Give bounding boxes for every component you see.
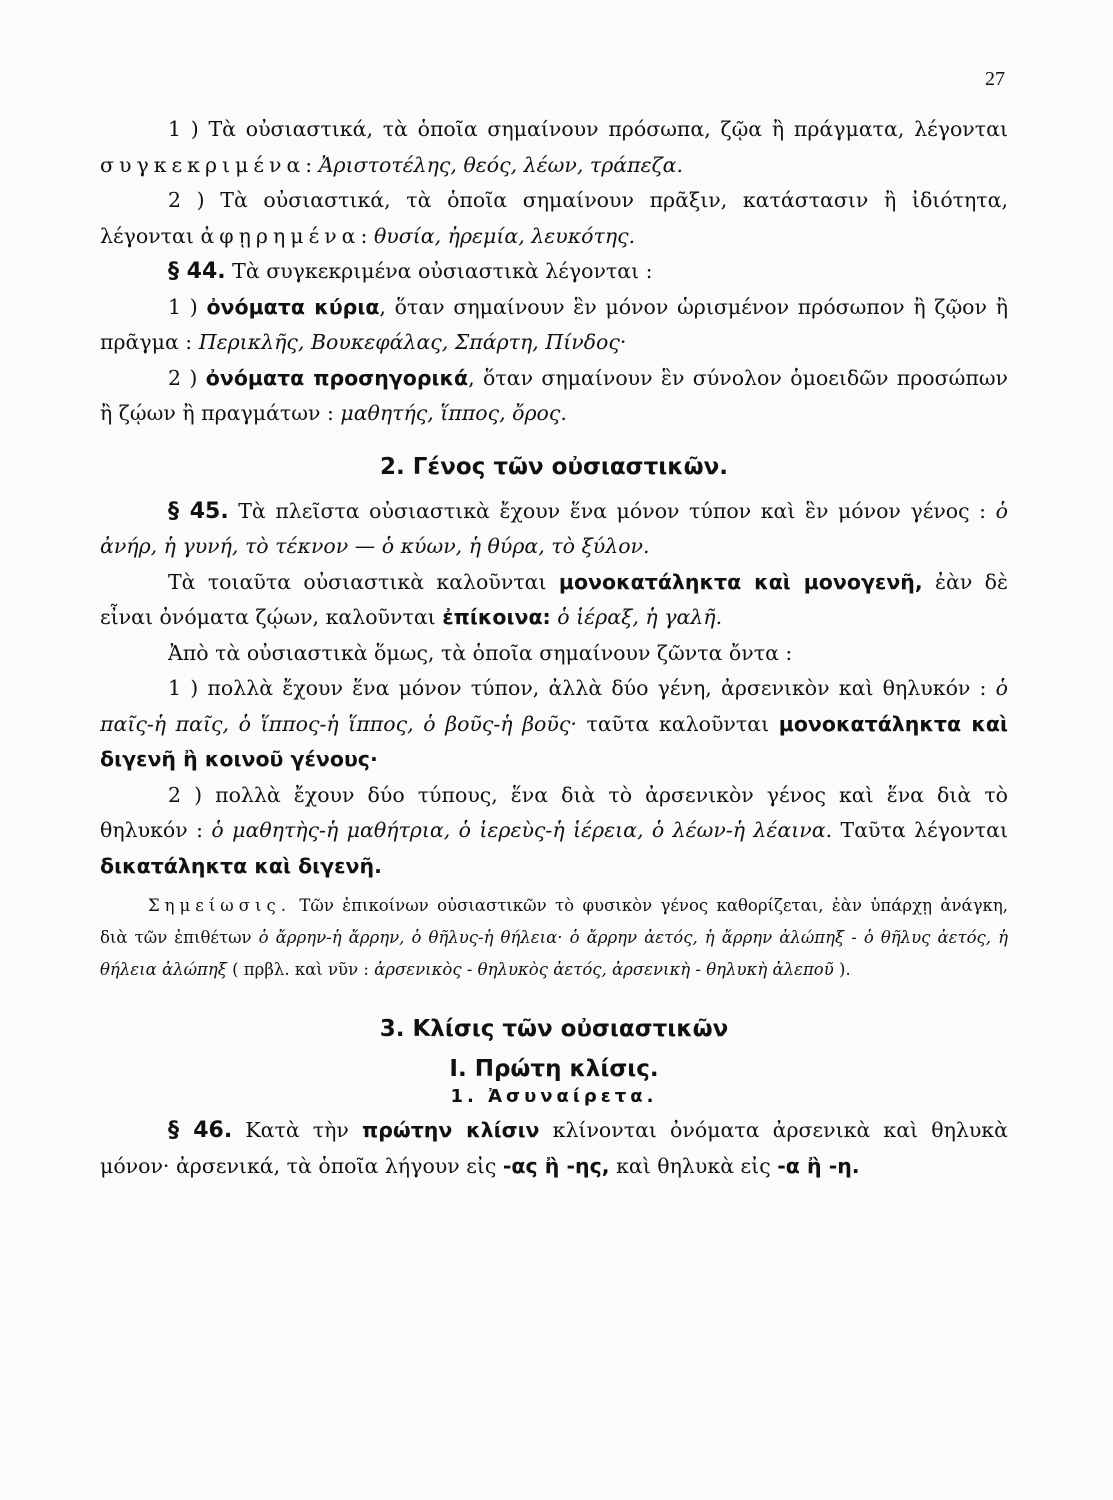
bold-term: ἐπίκοινα: [442,605,551,629]
examples: ὁ ἄρρην-ἡ ἄρρην, ὁ θῆλυς-ἡ θήλεια· ὁ ἄρρην ἀετός, ἡ ἄρρην ἀλώπηξ - ὁ θῆλυς ἀετός, ἡ θήλεια ἀλώπηξ [100,928,1008,979]
examples: Ἀριστοτέλης, θεός, λέων, τράπεζα. [318,152,684,177]
section-45-paragraph-2 [100,565,1008,636]
bold-term: δικατάληκτα καὶ διγενῆ. [100,853,382,878]
text: 1 ) Τὰ οὐσιαστικά, τὰ ὁποῖα σημαίνουν πρόσωπα, ζῷα ἢ πράγματα, λέγονται [168,117,1008,141]
item-number: 2 ) [168,365,198,390]
bold-term: -ας ἢ -ης, [502,1153,610,1178]
note-paragraph [100,890,1008,986]
text: Τὰ πλεῖστα οὐσιαστικὰ ἔχουν ἕνα μόνον τύπον καὶ ἓν μόνον γένος : [238,498,987,523]
examples: θυσία, ἠρεμία, λευκότης. [373,223,636,248]
text: Τὰ τοιαῦτα οὐσιαστικὰ καλοῦνται [168,569,547,594]
heading-gender: 2. Γένος τῶν οὐσιαστικῶν. [380,453,728,480]
page-number: 27 [985,68,1005,90]
paragraph-concrete-nouns [100,112,1008,183]
text: Ἀπὸ τὰ οὐσιαστικὰ ὅμως, τὰ ὁποῖα σημαίνουν ζῶντα ὄντα : [168,640,793,665]
examples: ὁ ἱέραξ, ἡ γαλῆ. [557,605,723,629]
section-46 [100,1113,1008,1184]
spaced-term: ἀφῃρημένα [200,223,361,248]
section-number: § 44. [168,259,226,284]
text: , ὅταν σημαίνουν ἓν σύνολον ὁμοειδῶν προσώπων ἢ ζῴων ἢ πραγμάτων : [100,365,1009,425]
item-number: 1 ) [168,294,198,319]
heading-first-declension: I. Πρώτη κλίσις. [449,1056,659,1082]
examples: ὁ μαθητὴς-ἡ μαθήτρια, ὁ ἱερεὺς-ἡ ἱέρεια, ὁ λέων-ἡ λέαινα. [211,818,833,842]
text: Ταῦτα λέγονται [840,818,1008,842]
text: ταῦτα καλοῦνται [586,711,770,736]
text: ( πρβλ. καὶ νῦν : [232,960,369,979]
paragraph-abstract-nouns [100,183,1008,254]
section-44-item-2 [100,361,1008,432]
text: : [305,152,313,177]
text: Τὰ συγκεκριμένα οὐσιαστικὰ λέγονται : [232,259,653,283]
text: κλίνονται ὀνόματα ἀρσενικὰ καὶ θηλυκὰ μόνον· ἀρσενικά, τὰ ὁποῖα λήγουν εἰς [100,1118,1008,1178]
note-label: Σημείωσις. [148,896,291,915]
section-45-item-2 [100,778,1008,885]
text: Τῶν ἐπικοίνων οὐσιαστικῶν τὸ φυσικὸν γένος καθορίζεται, ἐὰν ὑπάρχῃ ἀνάγκη, διὰ τῶν ἐπιθέτων [100,896,1009,947]
text: : [360,223,368,248]
section-45-paragraph-3 [100,636,1008,672]
section-45-intro [100,494,1008,565]
text: 2 ) πολλὰ ἔχουν δύο τύπους, ἕνα διὰ τὸ ἀρσενικὸν γένος καὶ ἕνα διὰ τὸ θηλυκόν : [100,782,1008,842]
examples: ἀρσενικὸς - θηλυκὸς ἀετός, ἀρσενικὴ - θηλυκὴ ἀλεποῦ [374,960,834,979]
spaced-term: συγκεκριμένα [100,152,306,177]
bold-term: μονοκατάληκτα καὶ μονογενῆ, [558,569,923,594]
text: , ὅταν σημαίνουν ἓν μόνον ὡρισμένον πρόσωπον ἢ ζῷον ἢ πρᾶγμα : [100,294,1008,354]
text: 2 ) Τὰ οὐσιαστικά, τὰ ὁποῖα σημαίνουν πρᾶξιν, κατάστασιν ἢ ἰδιότητα, λέγονται [100,188,1008,248]
examples: ὁ ἀνήρ, ἡ γυνή, τὸ τέκνον — ὁ κύων, ἡ θύρα, τὸ ξύλον. [100,498,1008,558]
section-44-intro [100,254,1008,290]
bold-term: πρώτην κλίσιν [362,1118,540,1142]
examples: Περικλῆς, Βουκεφάλας, Σπάρτη, Πίνδος· [198,330,627,354]
examples: ὁ παῖς-ἡ παῖς, ὁ ἵππος-ἡ ἵππος, ὁ βοῦς-ἡ βοῦς· [100,676,1008,736]
heading-uncontracted: 1. Ἀσυναίρετα. [450,1086,658,1107]
section-45-item-1 [100,671,1008,778]
bold-term: ὀνόματα κύρια [206,294,380,319]
bold-term: -α ἢ -η. [777,1153,860,1178]
page-body [100,112,1008,1184]
heading-declension: 3. Κλίσις τῶν οὐσιαστικῶν [379,1016,729,1042]
text: καὶ θηλυκὰ εἰς [616,1153,771,1178]
section-44-item-1 [100,290,1008,361]
section-number: § 46. [168,1118,233,1143]
section-number: § 45. [168,498,229,524]
text: Κατὰ τὴν [245,1118,349,1142]
text: 1 ) πολλὰ ἔχουν ἕνα μόνον τύπον, ἀλλὰ δύο γένη, ἀρσενικὸν καὶ θηλυκόν : [168,676,987,700]
bold-term: μονοκατάληκτα καὶ διγενῆ ἢ κοινοῦ γένους· [100,711,1008,771]
bold-term: ὀνόματα προσηγορικά [205,365,469,390]
text: ἐὰν δὲ εἶναι ὀνόματα ζῴων, καλοῦνται [100,569,1008,629]
examples: μαθητής, ἵππος, ὄρος. [340,401,567,425]
text: ). [839,960,851,979]
